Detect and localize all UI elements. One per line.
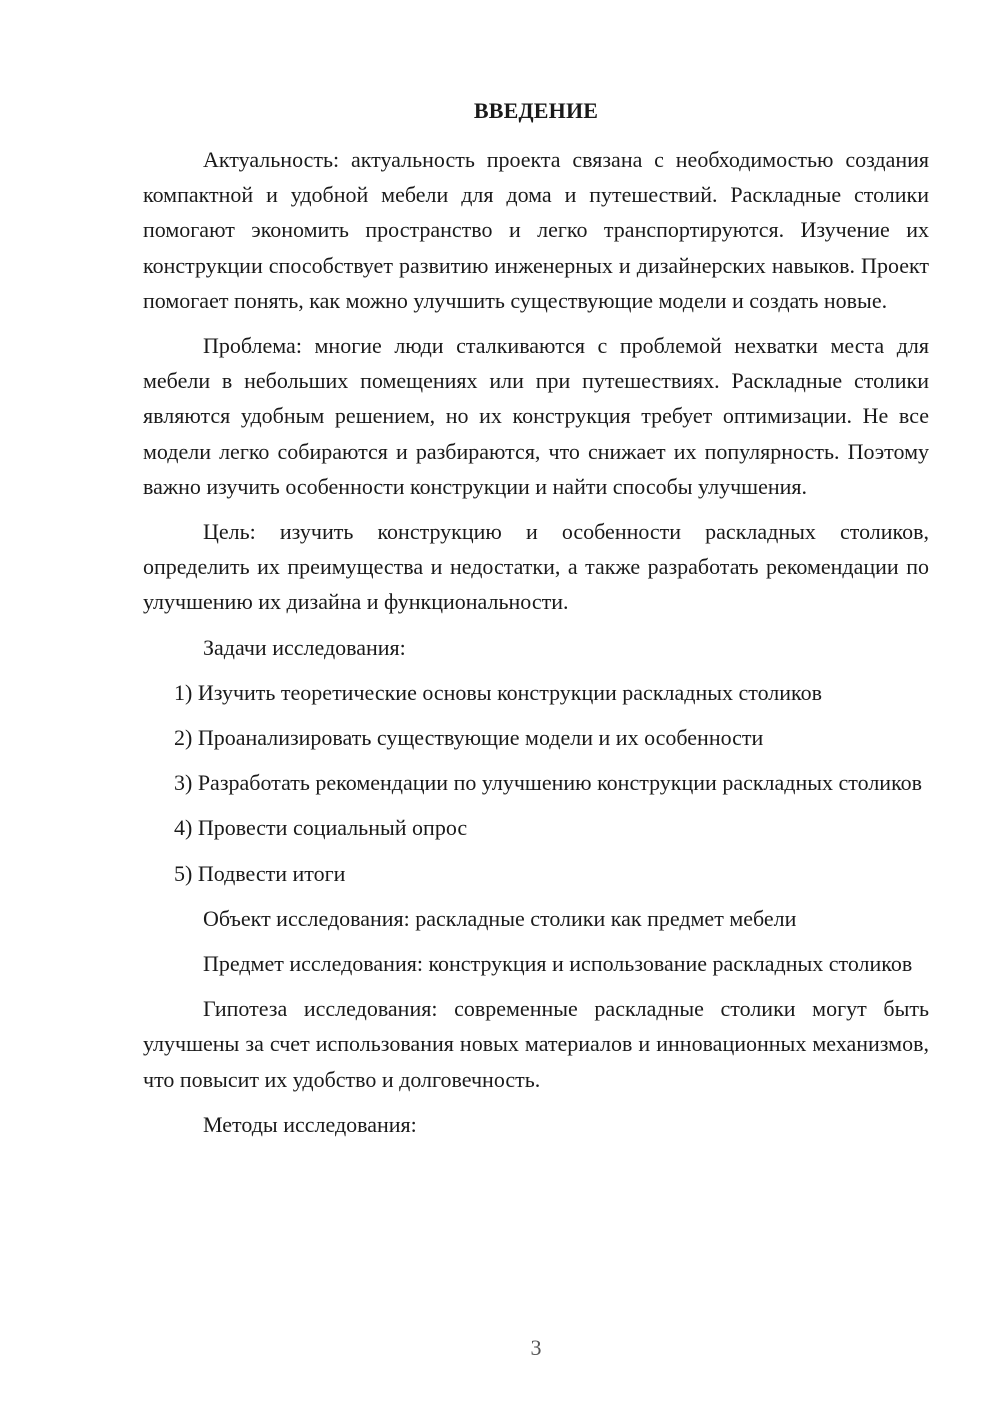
task-list-item: 2) Проанализировать существующие модели и их особенности [174, 725, 764, 751]
task-list-item: 3) Разработать рекомендации по улучшению конструкции раскладных столиков [174, 770, 923, 796]
paragraph-object: Объект исследования: раскладные столики как предмет мебели [203, 905, 797, 931]
paragraph-methods: Методы исследования: [203, 1111, 417, 1137]
section-title: ВВЕДЕНИЕ [473, 98, 599, 123]
paragraph-goal: Цель: изучить конструкцию и особенности раскладных столиков, определить их преимущества и недостатки, а также разработать рекомендации по улучшению их дизайна и функциональности. [143, 519, 929, 615]
paragraph-subject: Предмет исследования: конструкция и использование раскладных столиков [203, 951, 913, 977]
paragraph-tasks-heading: Задачи исследования: [203, 634, 406, 660]
paragraph-problem: Проблема: многие люди сталкиваются с проблемой нехватки места для мебели в небольших помещениях или при путешествиях. Раскладные столики являются удобным решением, но их конструкция требует оптимизации. Не все модели легко собираются и разбираются, что снижает их популярность. Поэтому важно изучить особенности конструкции и найти способы улучшения. [143, 333, 929, 499]
paragraph-relevance: Актуальность: актуальность проекта связана с необходимостью создания компактной и удобной мебели для дома и путешествий. Раскладные столики помогают экономить пространство и легко транспортируются. Изучение их конструкции способствует развитию инженерных и дизайнерских навыков. Проект помогает понять, как можно улучшить существующие модели и создать новые. [143, 147, 929, 313]
document-body [143, 142, 929, 1152]
task-list-item: 4) Провести социальный опрос [174, 815, 468, 841]
task-list-item: 5) Подвести итоги [174, 860, 346, 886]
paragraph-hypothesis: Гипотеза исследования: современные раскладные столики могут быть улучшены за счет использования новых материалов и инновационных механизмов, что повысит их удобство и долговечность. [143, 996, 929, 1092]
task-list-item: 1) Изучить теоретические основы конструкции раскладных столиков [174, 679, 823, 705]
page-number: 3 [530, 1335, 542, 1360]
